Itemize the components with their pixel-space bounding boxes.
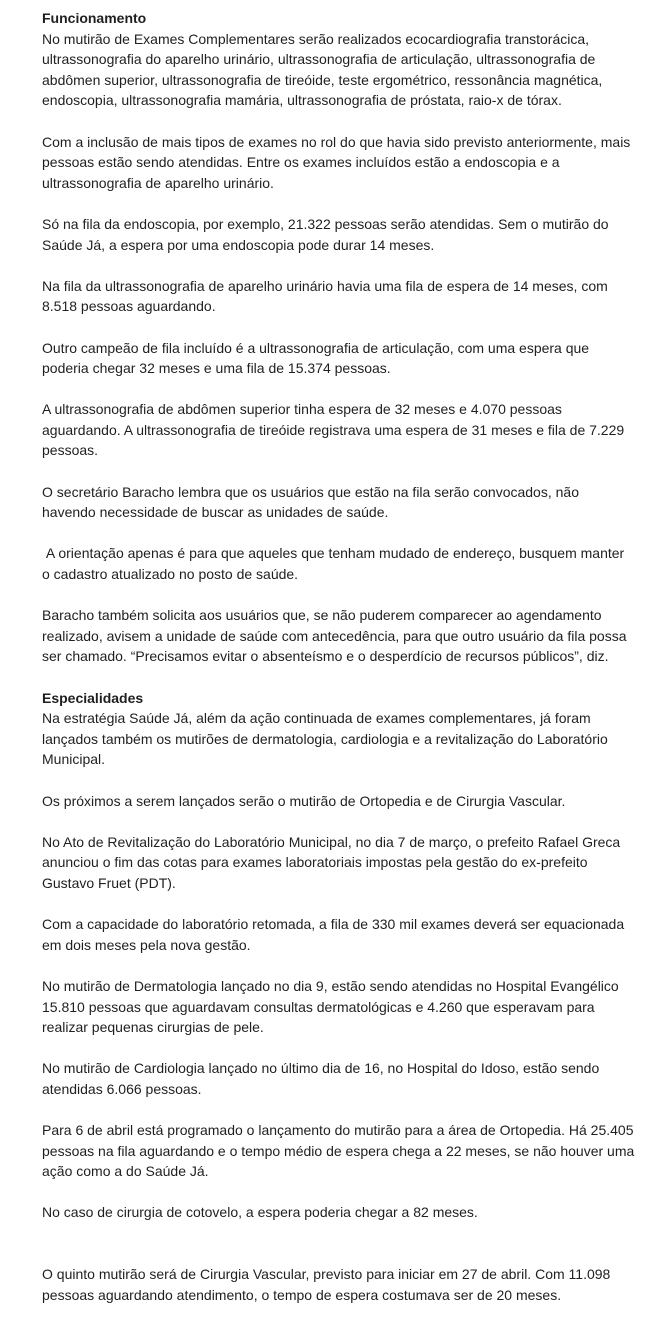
paragraph: Com a capacidade do laboratório retomada, a fila de 330 mil exames deverá ser equacionada em dois meses pela nova gestão. <box>42 916 625 953</box>
paragraph: A orientação apenas é para que aqueles que tenham mudado de endereço, busquem manter o cadastro atualizado no posto de saúde. <box>42 545 629 583</box>
paragraph: O quinto mutirão será de Cirurgia Vascular, previsto para iniciar em 27 de abril. Com 11.098 pessoas aguardando atendimento, o tempo de espera costumava ser de 20 meses. <box>42 1266 611 1303</box>
blank-line <box>42 1244 635 1265</box>
section-title-funcionamento: Funcionamento <box>42 10 147 26</box>
paragraph: No caso de cirurgia de cotovelo, a espera poderia chegar a 82 meses. <box>42 1204 478 1221</box>
paragraph: A ultrassonografia de abdômen superior tinha espera de 32 meses e 4.070 pessoas aguardando. A ultrassonografia de tireóide registrava uma espera de 31 meses e fila de 7.229 pessoas. <box>42 401 625 459</box>
paragraph: Com a inclusão de mais tipos de exames no rol do que havia sido previsto anteriormente, mais pessoas estão sendo atendidas. Entre os exames incluídos estão a endoscopia e a ultrassonografia de aparelho urinário. <box>42 133 631 191</box>
paragraph: No mutirão de Dermatologia lançado no dia 9, estão sendo atendidas no Hospital Evangélico 15.810 pessoas que aguardavam consultas dermatológicas e 4.260 que esperavam para realizar pequenas cirurgias de pele. <box>42 977 619 1036</box>
paragraph: O secretário Baracho lembra que os usuários que estão na fila serão convocados, não havendo necessidade de buscar as unidades de saúde. <box>42 483 579 521</box>
paragraph: Outro campeão de fila incluído é a ultrassonografia de articulação, com uma espera que poderia chegar 32 meses e uma fila de 15.374 pessoas. <box>42 339 590 377</box>
paragraph: Baracho também solicita aos usuários que, se não puderem comparecer ao agendamento realizado, avisem a unidade de saúde com antecedência, para que outro usuário da fila possa ser chamado. “Precisamos evitar o absenteísmo e o desperdício de recursos públicos”, diz. <box>42 607 627 665</box>
paragraph: Só na fila da endoscopia, por exemplo, 21.322 pessoas serão atendidas. Sem o mutirão do Saúde Já, a espera por uma endoscopia pode durar 14 meses. <box>42 215 609 253</box>
paragraph: Os próximos a serem lançados serão o mutirão de Ortopedia e de Cirurgia Vascular. <box>42 792 566 809</box>
section-title-especialidades: Especialidades <box>42 689 144 706</box>
paragraph: Na estratégia Saúde Já, além da ação continuada de exames complementares, já foram lançados também os mutirões de dermatologia, cardiologia e a revitalização do Laboratório Municipal. <box>42 710 608 768</box>
paragraph: No mutirão de Cardiologia lançado no último dia de 16, no Hospital do Idoso, estão sendo atendidas 6.066 pessoas. <box>42 1060 600 1097</box>
paragraph: Na fila da ultrassonografia de aparelho urinário havia uma fila de espera de 14 meses, com 8.518 pessoas aguardando. <box>42 277 608 315</box>
paragraph: No Ato de Revitalização do Laboratório Municipal, no dia 7 de março, o prefeito Rafael Greca anunciou o fim das cotas para exames laboratoriais impostas pela gestão do ex-prefeito Gustavo Fruet (PDT). <box>42 833 621 891</box>
paragraph: No mutirão de Exames Complementares serão realizados ecocardiografia transtorácica, ultrassonografia do aparelho urinário, ultrassonografia de articulação, ultrassonografia de abdômen superior, ultrassonografia de tireóide, teste ergométrico, ressonância magnética, endoscopia, ultrassonografia mamária, ultrassonografia de próstata, raio-x de tórax. <box>42 30 603 109</box>
paragraph: Para 6 de abril está programado o lançamento do mutirão para a área de Ortopedia. Há 25.405 pessoas na fila aguardando e o tempo médio de espera chega a 22 meses, se não houver uma ação como a do Saúde Já. <box>42 1122 635 1180</box>
